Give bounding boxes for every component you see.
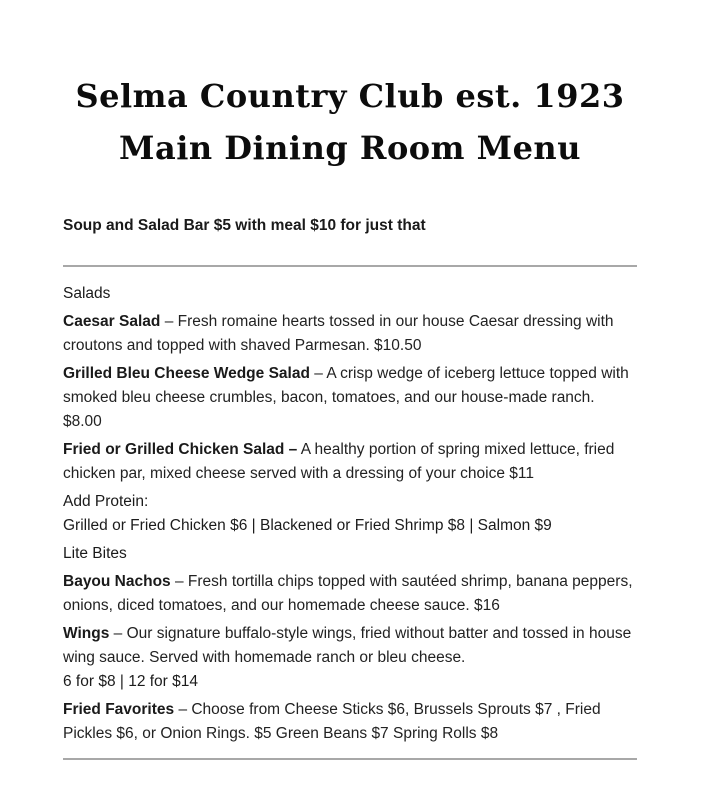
item-description: – Choose from Cheese Sticks $6, Brussels Sprouts $7 , Fried Pickles $6, or Onion Rings. $5 Green Beans $7 Spring Rolls $8 [63,701,601,742]
divider-bottom [63,758,637,760]
item-description: – Fresh tortilla chips topped with sautéed shrimp, banana peppers, onions, diced tomatoes, and our homemade cheese sauce. $16 [63,573,633,614]
item-name: Grilled Bleu Cheese Wedge Salad [63,365,310,382]
menu-body [63,282,637,746]
item-name: Fried or Grilled Chicken Salad – [63,441,298,458]
menu-item-wings [63,622,637,694]
item-pricing: 6 for $8 | 12 for $14 [63,673,199,690]
item-name: Fried Favorites [63,701,175,718]
page-title [63,70,637,174]
menu-item-chicken-salad [63,438,637,486]
item-description: – Fresh romaine hearts tossed in our house Caesar dressing with croutons and topped with shaved Parmesan. $10.50 [63,313,614,354]
menu-content [0,70,705,760]
item-name: Wings [63,625,110,642]
add-protein-options: Grilled or Fried Chicken $6 | Blackened or Fried Shrimp $8 | Salmon $9 [63,517,552,534]
section-heading-add-protein: Add Protein: [63,493,149,510]
item-name: Caesar Salad [63,313,161,330]
menu-item-wedge-salad [63,362,637,434]
item-name: Bayou Nachos [63,573,171,590]
page-title-line2: Main Dining Room Menu [119,129,581,167]
page-title-line1: Selma Country Club est. 1923 [75,77,625,115]
soup-salad-bar-line: Soup and Salad Bar $5 with meal $10 for just that [63,217,426,234]
menu-item-caesar-salad [63,310,637,358]
item-description: – A crisp wedge of iceberg lettuce topped with smoked bleu cheese crumbles, bacon, tomatoes, and our house-made ranch. $8.00 [63,365,629,430]
item-description: A healthy portion of spring mixed lettuce, fried chicken par, mixed cheese served with a dressing of your choice $11 [63,441,615,482]
section-heading-lite-bites: Lite Bites [63,545,127,562]
divider-top [63,265,637,267]
section-heading-salads: Salads [63,285,111,302]
menu-item-fried-favorites [63,698,637,746]
item-description: – Our signature buffalo-style wings, fried without batter and tossed in house wing sauce. Served with homemade ranch or bleu cheese. [63,625,632,666]
menu-item-bayou-nachos [63,570,637,618]
